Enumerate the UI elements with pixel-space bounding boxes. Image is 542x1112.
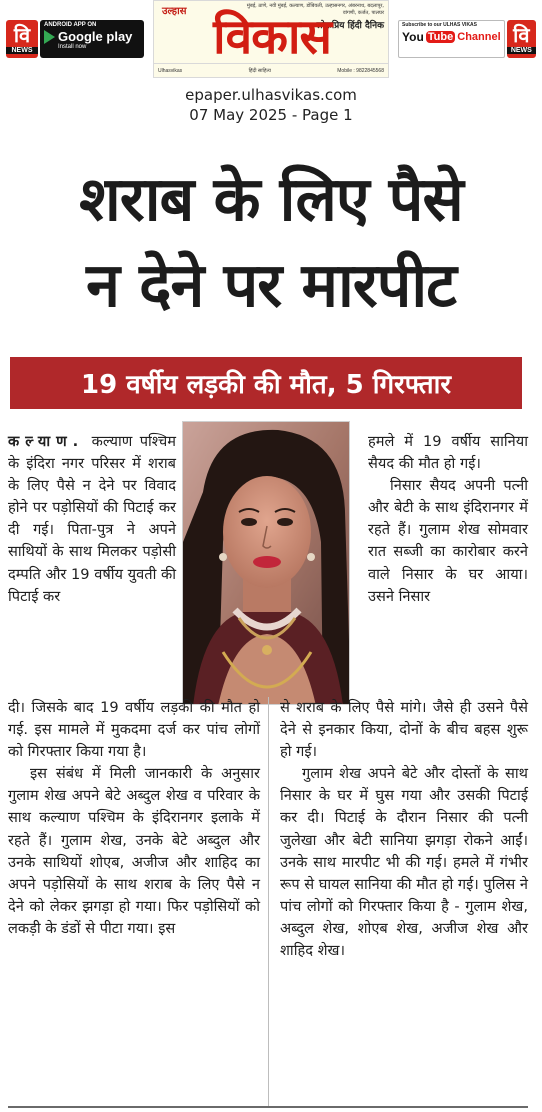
column-divider (268, 697, 269, 1107)
google-play-promo[interactable] (6, 20, 144, 58)
bottom-rule (8, 1106, 528, 1108)
epaper-url[interactable]: epaper.ulhasvikas.com (185, 86, 357, 104)
article-text: हमले में 19 वर्षीय सानिया सैयद की मौत हो गई। (368, 433, 528, 473)
youtube-channel-badge[interactable]: Subscribe to our ULHAS VIKAS You Tube Channel (398, 20, 505, 58)
article-text: से शराब के लिए पैसे मांगे। जैसे ही उसने पैसे देने से इनकार किया, दोनों के बीच बहस शुरू हो गई। (280, 699, 528, 761)
article-text: कल्याण पश्चिम के इंदिरा नगर परिसर में शराब के लिए पैसे न देने पर विवाद होने पर पड़ोसियों की पिटाई कर दी गई। पिता-पुत्र ने अपने साथियों के साथ मिलकर पड़ोसी दम्पति और 19 वर्षीय युवती की पिटाई कर (8, 433, 176, 605)
newspaper-masthead (153, 0, 389, 78)
article-text: दी। जिसके बाद 19 वर्षीय लड़की की मौत हो गई. इस मामले में मुकदमा दर्ज कर पांच लोगों को गिरफ्तार किया गया है। (8, 699, 260, 761)
article-text: इस संबंध में मिली जानकारी के अनुसार गुलाम शेख अपने बेटे अब्दुल शेख व परिवार के साथ कल्याण पश्चिम के इंदिरानगर इलाके में रहते हैं। गुलाम शेख, उनके बेटे अब्दुल और उनके साथियों शोएब, अजीज और शाहिद का अपने पड़ोसियों के साथ शराब के लिए पैसे न देने को लेकर झगड़ा हो गया। फिर पड़ोसियों को लकड़ी के डंडों से पीटा गया। इस (8, 765, 260, 937)
youtube-promo[interactable] (398, 20, 536, 58)
subheadline-banner: 19 वर्षीय लड़की की मौत, 5 गिरफ्तार (10, 357, 522, 409)
masthead-title: विकास (213, 9, 331, 65)
headline-line-2: न देने पर मारपीट (86, 250, 456, 321)
masthead-cities: मुंबई, ठाणे, नवी मुंबई, कल्याण, डोंबिवली, उल्हासनगर, अंबरनाथ, बदलापूर, वांगणी, कर्जत, पालघर (246, 3, 384, 16)
ulhas-vikas-news-logo: वि NEWS (6, 20, 38, 58)
article-column-1-top (8, 431, 176, 608)
dateline: कल्याण. (8, 433, 85, 450)
google-play-icon (44, 30, 55, 44)
google-play-badge[interactable]: ANDROID APP ON Google play Install now (40, 20, 144, 58)
article-column-2-bottom (280, 697, 528, 962)
masthead-tagline: लोकप्रिय हिंदी दैनिक (316, 21, 384, 31)
masthead-band (0, 0, 542, 78)
masthead-prefix: उल्हास (162, 6, 187, 17)
article-column-2-top (368, 431, 528, 608)
article-column-1-bottom (8, 697, 260, 940)
masthead-footer: Ulhasvikas हिंदी साहित्य Mobile : 9822845568 (154, 63, 388, 77)
edition-date-page: 07 May 2025 - Page 1 (189, 106, 353, 124)
victim-photo (182, 421, 350, 705)
headline-line-1: शराब के लिए पैसे (79, 164, 463, 235)
ulhas-vikas-news-logo: वि NEWS (507, 20, 536, 58)
youtube-icon: Tube (427, 31, 454, 43)
article-text: निसार सैयद अपनी पत्नी और बेटी के साथ इंदिरानगर में रहते हैं। गुलाम शेख सोमवार रात सब्जी का कारोबार करने वाले निसार के घर आया। उसने निसार (368, 477, 528, 605)
article-text: गुलाम शेख अपने बेटे और दोस्तों के साथ निसार के घर में घुस गया और उसकी पिटाई कर दी। पिटाई के दौरान निसार की पत्नी जुलेखा और बेटी सानिया झगड़ा रोकने आईं। उनके साथ मारपीट भी की गई। हमले में गंभीर रूप से घायल सानिया की मौत हो गई। पुलिस ने पांच लोगों को गिरफ्तार किया है - गुलाम शेख, अब्दुल शेख, शोएब शेख, अजीज शेख और शाहिद शेख। (280, 765, 528, 960)
